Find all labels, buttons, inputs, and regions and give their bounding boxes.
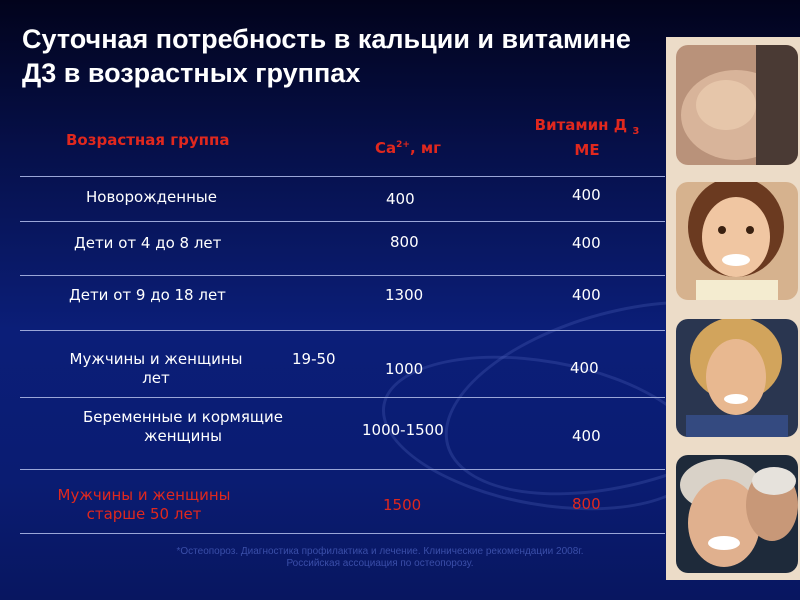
row-calcium: 400 bbox=[386, 190, 415, 208]
table-divider bbox=[20, 469, 665, 470]
row-vitamin-d: 400 bbox=[572, 427, 601, 445]
header-vitamin-d: Витамин Д $_3$ МЕ bbox=[534, 116, 640, 159]
row-vitamin-d: 800 bbox=[572, 495, 601, 513]
table-divider bbox=[20, 397, 665, 398]
row-group: Беременные и кормящие женщины bbox=[83, 408, 283, 445]
table-divider bbox=[20, 275, 665, 276]
row-vitamin-d: 400 bbox=[572, 186, 601, 204]
young-woman-photo bbox=[676, 319, 798, 437]
elderly-couple-photo bbox=[676, 455, 798, 573]
row-group-range: 19-50 bbox=[292, 350, 336, 368]
row-calcium: 1300 bbox=[385, 286, 424, 304]
row-group: Мужчины и женщины старше 50 лет bbox=[57, 486, 231, 523]
row-group: Мужчины и женщины лет bbox=[69, 350, 243, 387]
header-calcium: $Ca^{2+}$, мг bbox=[375, 139, 441, 157]
table-divider bbox=[20, 176, 665, 177]
row-calcium: 1000-1500 bbox=[362, 421, 444, 439]
footnote: *Остеопороз. Диагностика профилактика и лечение. Клинические рекомендации 2008г. Российская ассоциация по остеопорозу. bbox=[176, 546, 584, 569]
row-group: Дети от 4 до 8 лет bbox=[74, 234, 222, 252]
row-group: Новорожденные bbox=[86, 188, 217, 206]
table-divider bbox=[20, 330, 665, 331]
row-calcium: 1500 bbox=[383, 496, 422, 514]
smiling-girl-photo bbox=[676, 182, 798, 300]
table-divider bbox=[20, 221, 665, 222]
row-vitamin-d: 400 bbox=[572, 234, 601, 252]
row-calcium: 800 bbox=[390, 233, 419, 251]
pregnant-woman-photo bbox=[676, 45, 798, 165]
row-group: Дети от 9 до 18 лет bbox=[69, 286, 226, 304]
row-calcium: 1000 bbox=[385, 360, 424, 378]
photo-strip bbox=[666, 37, 800, 580]
row-vitamin-d: 400 bbox=[570, 359, 599, 377]
table-divider bbox=[20, 533, 665, 534]
row-vitamin-d: 400 bbox=[572, 286, 601, 304]
header-age-group: Возрастная группа bbox=[66, 131, 230, 149]
slide-title: Суточная потребность в кальции и витамине Д3 в возрастных группах bbox=[22, 24, 631, 88]
